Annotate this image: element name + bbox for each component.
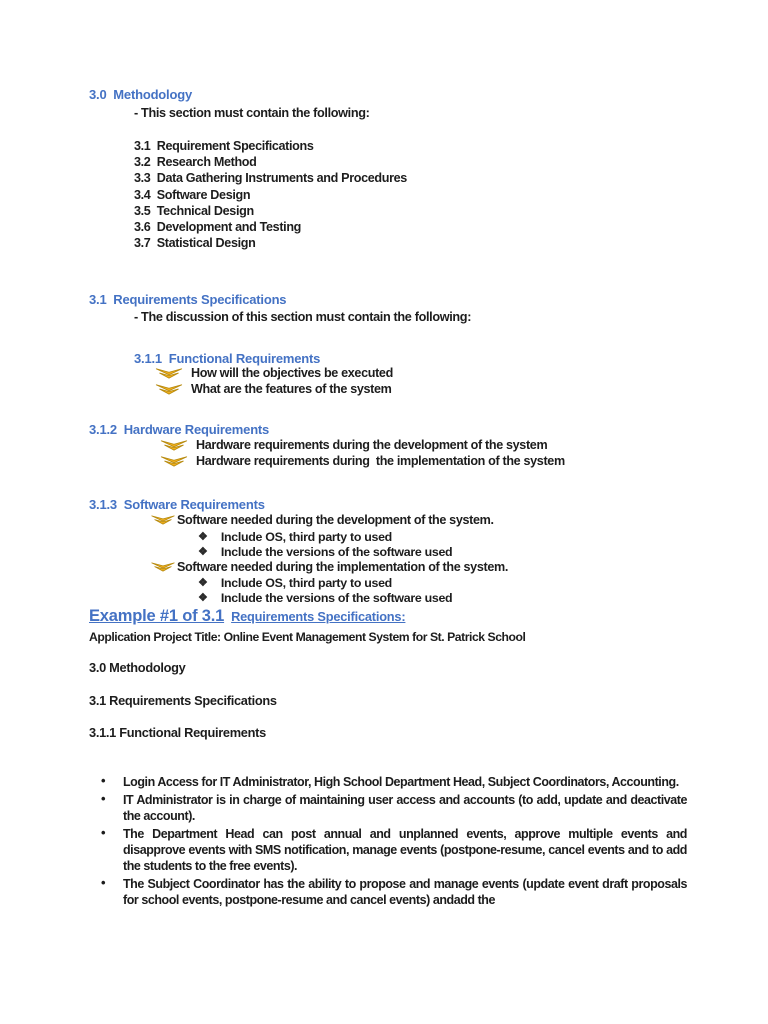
software-subitem-row <box>198 576 392 590</box>
toc-item: 3.4 Software Design <box>134 187 251 202</box>
wings-bullet-icon <box>151 515 175 525</box>
software-subitem-text: Include OS, third party to used <box>220 576 392 590</box>
wings-bullet-icon <box>155 384 183 395</box>
list-item-text: The Department Head can post annual and unplanned events, approve multiple events and disapprove events with SMS notification, manage events (postpone-resume, cancel events and to add the students to the free events). <box>123 827 687 873</box>
bullet-dot-icon: • <box>101 875 106 890</box>
list-item-text: Login Access for IT Administrator, High School Department Head, Subject Coordinators, Accounting. <box>123 775 679 789</box>
example-heading-secondary: Requirements Specifications: <box>231 609 406 624</box>
example-heading <box>89 607 405 626</box>
bullet-dot-icon: • <box>101 773 106 788</box>
diamond-bullet-icon: ❖ <box>198 577 208 589</box>
toc-item: 3.1 Requirement Specifications <box>134 139 314 153</box>
example-heading-functional: 3.1.1 Functional Requirements <box>89 725 266 740</box>
methodology-toc-list <box>134 138 407 251</box>
wings-bullet-icon <box>160 456 188 467</box>
diamond-bullet-icon: ❖ <box>198 546 208 558</box>
functional-bullet-row <box>155 382 392 396</box>
toc-item: 3.7 Statistical Design <box>134 236 256 251</box>
requirements-intro: - The discussion of this section must contain the following: <box>134 310 472 324</box>
heading-3-0-methodology: 3.0 Methodology <box>89 87 192 102</box>
hardware-bullet-text: Hardware requirements during the implementation of the system <box>196 454 565 468</box>
software-group-row <box>151 560 508 574</box>
bullet-dot-icon: • <box>101 825 106 840</box>
list-item <box>98 876 687 908</box>
list-item <box>98 774 687 790</box>
software-subitem-text: Include the versions of the software used <box>220 591 453 605</box>
heading-3-1-requirements: 3.1 Requirements Specifications <box>89 292 287 307</box>
heading-3-1-1-functional: 3.1.1 Functional Requirements <box>134 351 321 366</box>
hardware-bullet-text: Hardware requirements during the development of the system <box>196 438 548 452</box>
example-bullet-list <box>98 774 687 910</box>
wings-bullet-icon <box>155 368 183 379</box>
software-subitem-text: Include the versions of the software used <box>220 545 453 559</box>
list-item <box>98 792 687 824</box>
software-subitem-row <box>198 545 452 559</box>
diamond-bullet-icon: ❖ <box>198 592 208 604</box>
wings-bullet-icon <box>160 440 188 451</box>
diamond-bullet-icon: ❖ <box>198 531 208 543</box>
bullet-dot-icon: • <box>101 791 106 806</box>
example-heading-requirements: 3.1 Requirements Specifications <box>89 693 277 708</box>
software-subitem-row <box>198 591 452 605</box>
functional-bullet-text: How will the objectives be executed <box>191 366 393 380</box>
list-item-text: The Subject Coordinator has the ability to propose and manage events (update event draft proposals for school events, postpone-resume and cancel events) andadd the <box>123 877 687 907</box>
application-project-title: Application Project Title: Online Event Management System for St. Patrick School <box>89 630 526 644</box>
toc-item: 3.3 Data Gathering Instruments and Procedures <box>134 171 407 186</box>
software-subitem-row <box>198 530 392 544</box>
software-group-row <box>151 513 494 527</box>
toc-item: 3.5 Technical Design <box>134 203 254 218</box>
hardware-bullet-row <box>160 438 547 452</box>
toc-item: 3.6 Development and Testing <box>134 220 302 235</box>
example-heading-methodology: 3.0 Methodology <box>89 660 186 675</box>
heading-3-1-2-hardware: 3.1.2 Hardware Requirements <box>89 422 270 437</box>
functional-bullet-row <box>155 366 393 380</box>
wings-bullet-icon <box>151 562 175 572</box>
software-subitem-text: Include OS, third party to used <box>220 530 392 544</box>
methodology-intro: - This section must contain the following: <box>134 106 370 120</box>
hardware-bullet-row <box>160 454 565 468</box>
list-item-text: IT Administrator is in charge of maintaining user access and accounts (to add, update and deactivate the account). <box>123 793 687 823</box>
software-group-label: Software needed during the implementation of the system. <box>177 560 508 574</box>
list-item <box>98 826 687 874</box>
example-heading-primary: Example #1 of 3.1 <box>89 607 225 625</box>
software-group-label: Software needed during the development of the system. <box>177 513 494 527</box>
functional-bullet-text: What are the features of the system <box>191 382 392 396</box>
toc-item: 3.2 Research Method <box>134 155 257 170</box>
heading-3-1-3-software: 3.1.3 Software Requirements <box>89 497 265 512</box>
